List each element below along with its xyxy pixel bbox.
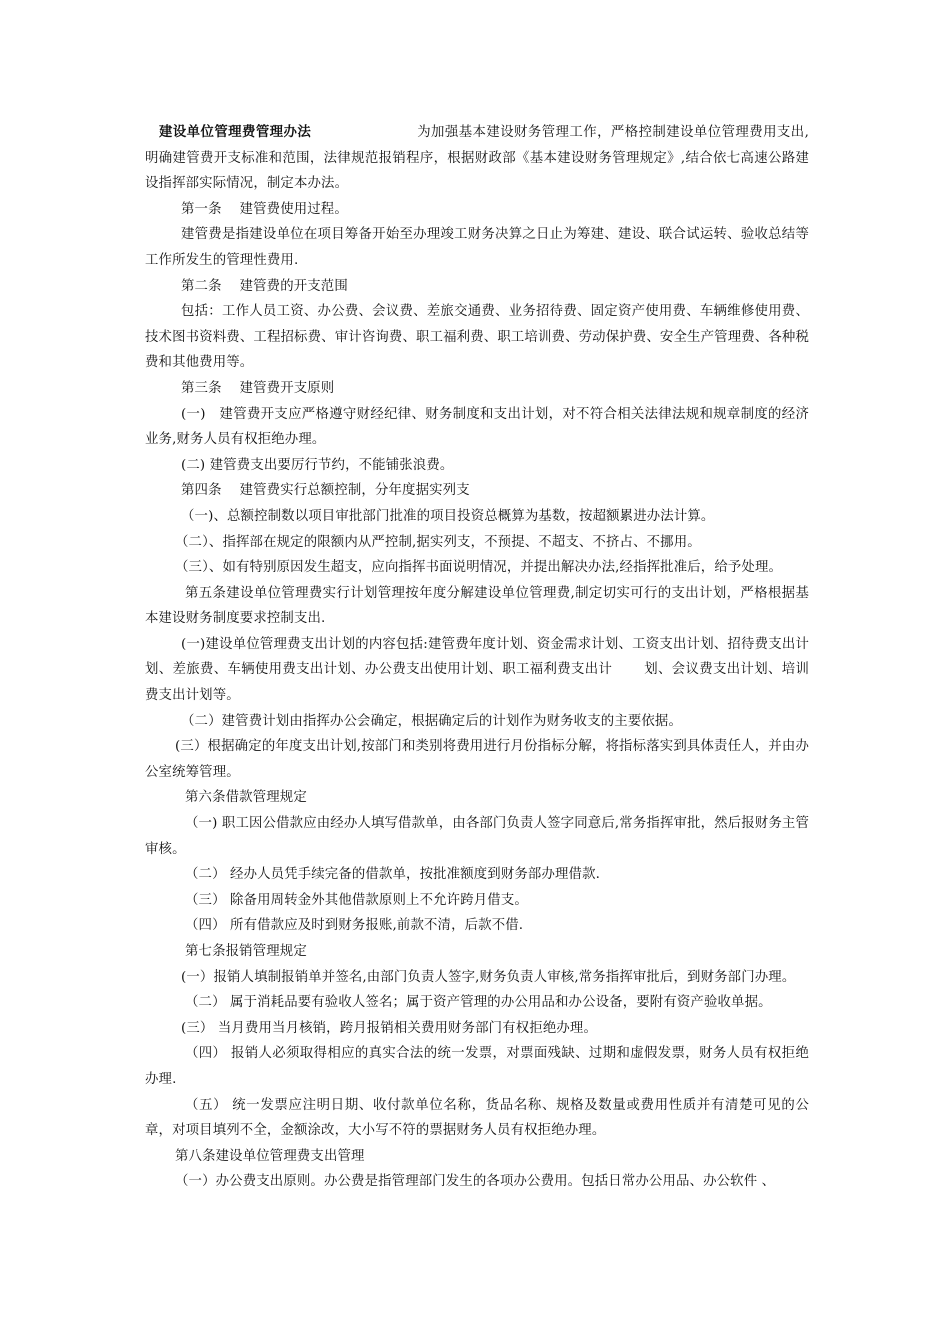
article-7-item-1: (一）报销人填制报销单并签名,由部门负责人签字,财务负责人审核,常务指挥审批后，到财务部门办理。	[181, 969, 796, 985]
article-7-heading: 第七条报销管理规定	[185, 944, 307, 959]
article-8-heading: 第八条建设单位管理费支出管理	[175, 1148, 365, 1164]
article-1-body: 建管费是指建设单位在项目筹备开始至办理竣工财务决算之日止为筹建、建设、联合试运转、验收总结等工作所发生的管理性费用.	[145, 227, 809, 268]
article-6-item-4: （四） 所有借款应及时到财务报账,前款不清，后款不借.	[185, 918, 524, 934]
article-6-item-3: （三） 除备用周转金外其他借款原则上不允许跨月借支。	[185, 892, 528, 908]
article-3-item-1: (一) 建管费开支应严格遵守财经纪律、财务制度和支出计划，对不符合相关法律法规和规章制度的经济业务,财务人员有权拒绝办理。	[145, 406, 809, 448]
article-5-item-3: (三）根据确定的年度支出计划,按部门和类别将费用进行月份指标分解，将指标落实到具体责任人，并由办公室统筹管理。	[145, 739, 809, 780]
article-3-item-2: (二) 建管费支出要厉行节约，不能铺张浪费。	[181, 457, 454, 473]
article-6-item-1: （一) 职工因公借款应由经办人填写借款单，由各部门负责人签字同意后,常务指挥审批，然后报财务主管审核。	[145, 816, 809, 857]
article-4-item-3: （三）、如有特别原因发生超支，应向指挥书面说明情况，并提出解决办法,经指挥批准后，给予处理。	[175, 560, 783, 576]
article-7-item-4: （四） 报销人必须取得相应的真实合法的统一发票，对票面残缺、过期和虚假发票，财务人员有权拒绝办理.	[145, 1046, 809, 1087]
document-title: 建设单位管理费管理办法	[159, 125, 312, 140]
article-5-item-1: (一)建设单位管理费支出计划的内容包括:建管费年度计划、资金需求计划、工资支出计划、招待费支出计划、差旅费、车辆使用费支出计划、办公费支出使用计划、职工福利费支出计 划、会议费支出计划、培训费支出计划等。	[145, 636, 809, 704]
document-body	[145, 120, 809, 1195]
article-7-item-3: (三） 当月费用当月核销，跨月报销相关费用财务部门有权拒绝办理。	[181, 1020, 597, 1036]
article-6-item-2: （二） 经办人员凭手续完备的借款单，按批准额度到财务部办理借款.	[185, 867, 601, 883]
article-2-heading: 第二条 建管费的开支范围	[181, 278, 348, 294]
title-paragraph	[145, 120, 809, 197]
article-5-heading: 第五条建设单位管理费实行计划管理按年度分解建设单位管理费,制定切实可行的支出计划，严格根据基本建设财务制度要求控制支出.	[145, 585, 809, 627]
article-3-heading: 第三条 建管费开支原则	[181, 380, 335, 396]
article-8-item-1: （一）办公费支出原则。办公费是指管理部门发生的各项办公费用。包括日常办公用品、办公软件 、	[175, 1174, 776, 1190]
article-5-item-2: （二）建管费计划由指挥办公会确定，根据确定后的计划作为财务收支的主要依据。	[181, 713, 683, 729]
article-6-heading: 第六条借款管理规定	[185, 790, 307, 806]
article-4-heading: 第四条 建管费实行总额控制，分年度据实列支	[181, 483, 470, 499]
article-1-heading: 第一条 建管费使用过程。	[181, 201, 348, 217]
article-4-item-1: （一)、总额控制数以项目审批部门批准的项目投资总概算为基数，按超额累进办法计算。	[181, 508, 715, 524]
article-2-body: 包括：工作人员工资、办公费、会议费、差旅交通费、业务招待费、固定资产使用费、车辆维修使用费、技术图书资料费、工程招标费、审计咨询费、职工福利费、职工培训费、劳动保护费、安全生产管理费、各种税费和其他费用等。	[145, 304, 809, 371]
article-7-item-2: （二） 属于消耗品要有验收人签名；属于资产管理的办公用品和办公设备，要附有资产验收单据。	[185, 995, 772, 1011]
article-7-item-5: （五） 统一发票应注明日期、收付款单位名称，货品名称、规格及数量或费用性质并有清楚可见的公章，对项目填列不全，金额涂改，大小写不符的票据财务人员有权拒绝办理。	[145, 1097, 809, 1139]
intro-text: 为加强基本建设财务管理工作，严格控制建设单位管理费用支出,明确建管费开支标准和范围，法律规范报销程序，根据财政部《基本建设财务管理规定》,结合依七高速公路建设指挥部实际情况，制定本办法。	[145, 125, 810, 192]
article-4-item-2: （二）、指挥部在规定的限额内从严控制,据实列支，不预提、不超支、不挤占、不挪用。	[175, 534, 701, 550]
